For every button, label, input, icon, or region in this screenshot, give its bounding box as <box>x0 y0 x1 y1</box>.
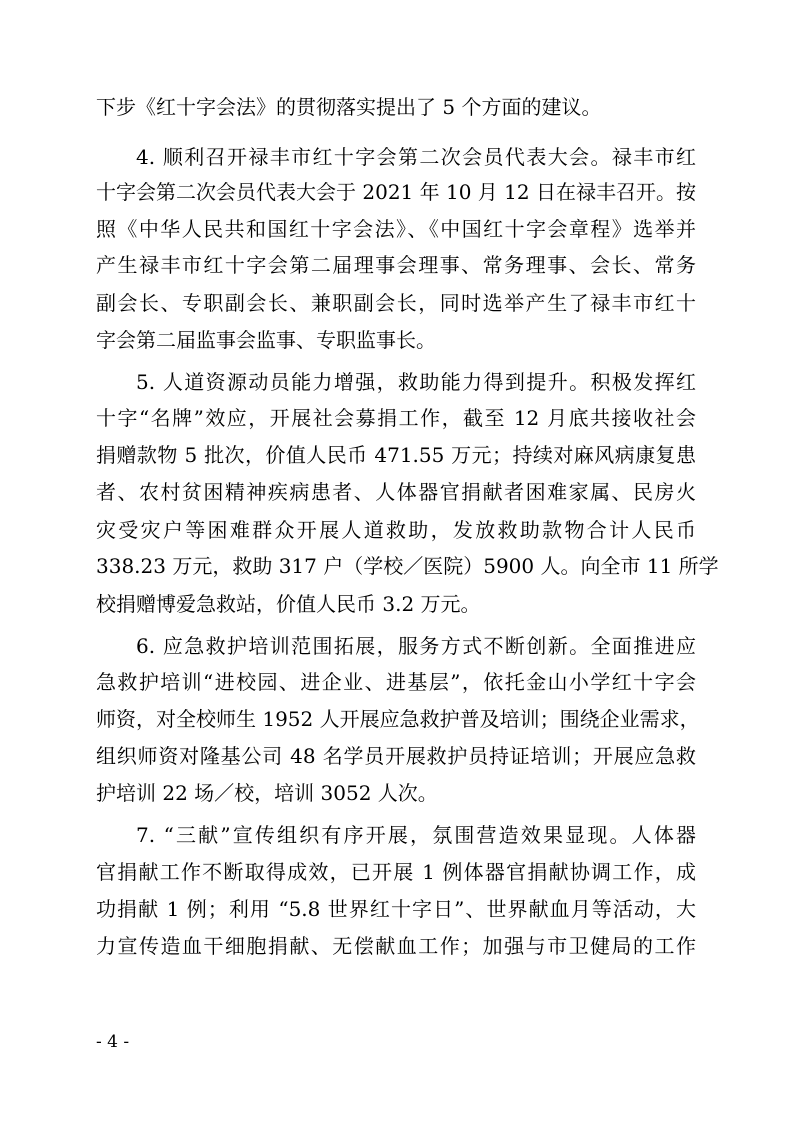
text-line: 急救护培训“进校园、进企业、进基层”，依托金山小学红十字会 <box>96 670 696 694</box>
text-line: 功捐献 1 例；利用 “5.8 世界红十字日”、世界献血月等活动，大 <box>96 897 696 921</box>
text-line: 十字“名牌”效应，开展社会募捐工作，截至 12 月底共接收社会 <box>96 406 696 430</box>
paragraph-heading-4: 4. 顺利召开禄丰市红十字会第二次会员代表大会。禄丰市红 <box>136 145 696 169</box>
text-line: 灾受灾户等困难群众开展人道救助，发放救助款物合计人民币 <box>96 518 696 542</box>
paragraph-heading-6: 6. 应急救护培训范围拓展，服务方式不断创新。全面推进应 <box>136 634 696 658</box>
text-line: 字会第二届监事会监事、专职监事长。 <box>96 328 436 352</box>
text-line: 组织师资对隆基公司 48 名学员开展救护员持证培训；开展应急救 <box>96 744 696 768</box>
text-line: 校捐赠博爱急救站，价值人民币 3.2 万元。 <box>96 592 481 616</box>
text-line: 力宣传造血干细胞捐献、无偿献血工作；加强与市卫健局的工作 <box>96 934 696 958</box>
text-line: 338.23 万元，救助 317 户（学校／医院）5900 人。向全市 11 所学 <box>96 554 719 578</box>
text-line: 师资，对全校师生 1952 人开展应急救护普及培训；围绕企业需求， <box>96 707 700 731</box>
text-line: 官捐献工作不断取得成效，已开展 1 例体器官捐献协调工作，成 <box>96 860 696 884</box>
text-line: 产生禄丰市红十字会第二届理事会理事、常务理事、会长、常务 <box>96 253 696 277</box>
text-line: 副会长、专职副会长、兼职副会长，同时选举产生了禄丰市红十 <box>96 291 696 315</box>
text-line: 十字会第二次会员代表大会于 2021 年 10 月 12 日在禄丰召开。按 <box>96 180 696 204</box>
text-line: 护培训 22 场／校，培训 3052 人次。 <box>96 781 438 805</box>
text-line: 者、农村贫困精神疾病患者、人体器官捐献者困难家属、民房火 <box>96 480 696 504</box>
paragraph-heading-5: 5. 人道资源动员能力增强，救助能力得到提升。积极发挥红 <box>136 370 696 394</box>
text-line: 下步《红十字会法》的贯彻落实提出了 5 个方面的建议。 <box>96 95 602 119</box>
page-number: - 4 - <box>96 1032 130 1052</box>
paragraph-heading-7: 7. “三献”宣传组织有序开展，氛围营造效果显现。人体器 <box>136 823 696 847</box>
text-line: 捐赠款物 5 批次，价值人民币 471.55 万元；持续对麻风病康复患 <box>96 443 696 467</box>
text-line: 照《中华人民共和国红十字会法》、《中国红十字会章程》选举并 <box>96 217 696 241</box>
